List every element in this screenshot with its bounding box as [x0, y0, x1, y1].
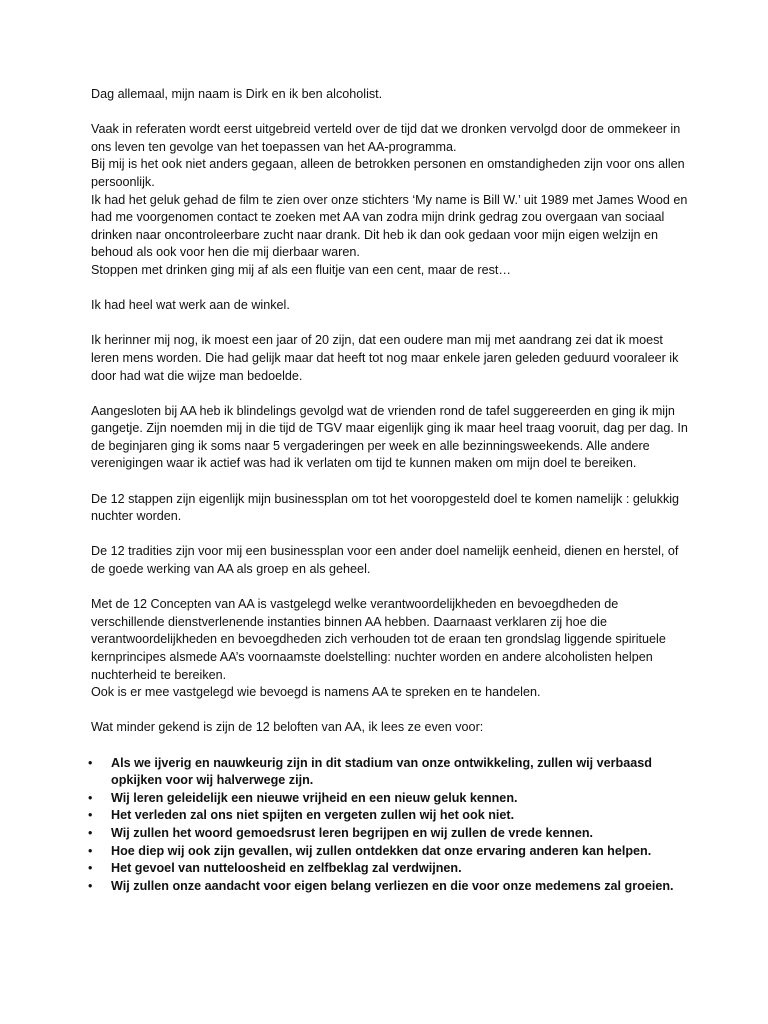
concepts-paragraph-2: Ook is er mee vastgelegd wie bevoegd is namens AA te spreken en te handelen.	[91, 685, 541, 700]
joined-paragraph: Aangesloten bij AA heb ik blindelings gevolgd wat de vrienden rond de tafel suggereerden en ging ik mijn gangetje. Zijn noemden mij in die tijd de TGV maar eigenlijk ging ik maar heel traag vooruit, dag per dag. In de beginjaren ging ik soms naar 5 vergaderingen per week en alle bezinningsweekends. Alle andere verenigingen waar ik actief was had ik verlaten om tijd te kunnen maken om mijn doel te bereiken.	[91, 403, 688, 471]
bullet-icon: •	[88, 843, 93, 858]
list-item	[88, 825, 691, 843]
promise-text: Het gevoel van nutteloosheid en zelfbeklag zal verdwijnen.	[111, 861, 462, 876]
traditions-paragraph: De 12 tradities zijn voor mij een businessplan voor een ander doel namelijk eenheid, dienen en herstel, of de goede werking van AA als groep en als geheel.	[91, 544, 679, 577]
steps-paragraph: De 12 stappen zijn eigenlijk mijn businessplan om tot het vooropgesteld doel te komen namelijk : gelukkig nuchter worden.	[91, 491, 680, 524]
bullet-icon: •	[88, 825, 93, 840]
bullet-icon: •	[88, 878, 93, 893]
intro-paragraph: Dag allemaal, mijn naam is Dirk en ik ben alcoholist.	[91, 87, 383, 101]
bullet-icon: •	[88, 790, 93, 805]
bullet-icon: •	[88, 861, 93, 876]
list-item	[88, 755, 691, 790]
list-item	[88, 860, 691, 878]
story-paragraph-1: Vaak in referaten wordt eerst uitgebreid verteld over de tijd dat we dronken vervolgd door de ommekeer in ons leven ten gevolge van het toepassen van het AA-programma.	[91, 122, 681, 154]
list-item	[88, 790, 691, 808]
promises-list	[88, 755, 691, 896]
promise-text: Als we ijverig en nauwkeurig zijn in dit stadium van onze ontwikkeling, zullen wij verbaasd opkijken voor wij halverwege zijn.	[111, 755, 652, 788]
promise-text: Wij zullen het woord gemoedsrust leren begrijpen en wij zullen de vrede kennen.	[111, 825, 594, 840]
promise-text: Wij leren geleidelijk een nieuwe vrijheid en een nieuw geluk kennen.	[111, 790, 518, 805]
story-paragraph-2: Bij mij is het ook niet anders gegaan, alleen de betrokken personen en omstandigheden zijn voor ons allen persoonlijk.	[91, 157, 685, 189]
work-paragraph: Ik had heel wat werk aan de winkel.	[91, 298, 290, 313]
promise-text: Wij zullen onze aandacht voor eigen belang verliezen en die voor onze medemens zal groeien.	[111, 878, 674, 893]
story-paragraph-4: Stoppen met drinken ging mij af als een fluitje van een cent, maar de rest…	[91, 262, 512, 277]
promises-intro: Wat minder gekend is zijn de 12 beloften van AA, ik lees ze even voor:	[91, 720, 484, 735]
remember-paragraph: Ik herinner mij nog, ik moest een jaar of 20 zijn, dat een oudere man mij met aandrang zei dat ik moest leren mens worden. Die had gelijk maar dat heeft tot nog maar enkele jaren geleden geduurd vooraleer ik door had wat die wijze man bedoelde.	[91, 333, 679, 383]
promise-text: Hoe diep wij ook zijn gevallen, wij zullen ontdekken dat onze ervaring anderen kan helpen.	[111, 843, 652, 858]
list-item	[88, 843, 691, 861]
document-page	[88, 86, 691, 895]
concepts-paragraph: Met de 12 Concepten van AA is vastgelegd welke verantwoordelijkheden en bevoegdheden de verschillende dienstverlenende instanties binnen AA hebben. Daarnaast verklaren zij hoe die verantwoordelijkheden en bevoegdheden zich verhouden tot de eraan ten grondslag liggende spirituele kernprincipes alsmede AA’s voornaamste doelstelling: nuchter worden en andere alcoholisten helpen nuchterheid te bereiken.	[91, 597, 666, 682]
list-item	[88, 807, 691, 825]
bullet-icon: •	[88, 808, 93, 823]
list-item	[88, 878, 691, 896]
story-paragraph-3: Ik had het geluk gehad de film te zien over onze stichters ‘My name is Bill W.’ uit 1989 met James Wood en had me voorgenomen contact te zoeken met AA van zodra mijn drink gedrag zou overgaan van sociaal drinken naar oncontroleerbare zucht naar drank. Dit heb ik dan ook gedaan voor mijn eigen welzijn en behoud als ook voor hen die mij dierbaar waren.	[91, 192, 688, 260]
bullet-icon: •	[88, 755, 93, 770]
promise-text: Het verleden zal ons niet spijten en vergeten zullen wij het ook niet.	[111, 808, 515, 823]
